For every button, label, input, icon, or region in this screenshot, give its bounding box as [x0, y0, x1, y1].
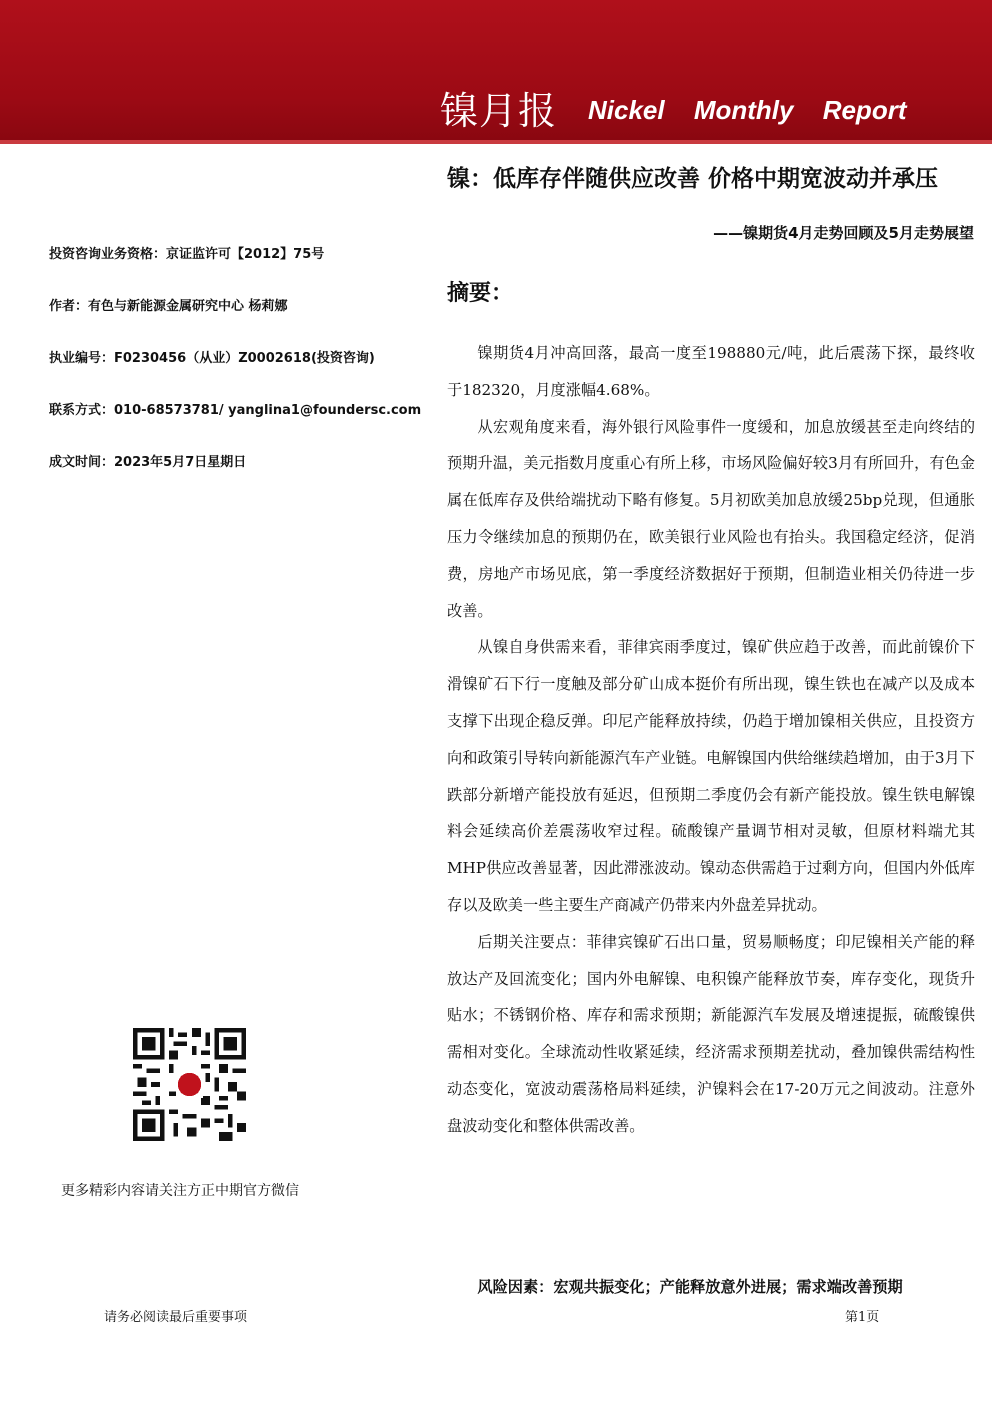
- abstract-paragraph: 后期关注要点：菲律宾镍矿石出口量，贸易顺畅度；印尼镍相关产能的释放达产及回流变化；国内外电解镍、电积镍产能释放节奏，库存变化，现货升贴水；不锈钢价格、库存和需求预期；新能源汽车发展及增速提振，硫酸镍供需相对变化。全球流动性收紧延续，经济需求预期差扰动，叠加镍供需结构性动态变化，宽波动震荡格局料延续，沪镍料会在17-20万元之间波动。注意外盘波动变化和整体供需改善。: [447, 932, 975, 1135]
- footer-notice: 请务必阅读最后重要事项: [104, 1310, 248, 1325]
- report-title-en: Nickel Monthly Report: [588, 95, 907, 125]
- abstract-paragraph: 从镍自身供需来看，菲律宾雨季度过，镍矿供应趋于改善，而此前镍价下滑镍矿石下行一度触及部分矿山成本挺价有所出现，镍生铁也在减产以及成本支撑下出现企稳反弹。印尼产能释放持续，仍趋于增加镍相关供应，且投资方向和政策引导转向新能源汽车产业链。电解镍国内供给继续趋增加，由于3月下跌部分新增产能投放有延迟，但预期二季度仍会有新产能投放。镍生铁电解镍料会延续高价差震荡收窄过程。硫酸镍产量调节相对灵敏，但原材料端尤其MHP供应改善显著，因此滞涨波动。镍动态供需趋于过剩方向，但国内外低库存以及欧美一些主要生产商减产仍带来内外盘差异扰动。: [447, 638, 975, 914]
- qr-caption: 更多精彩内容请关注方正中期官方微信: [61, 1183, 299, 1199]
- risk-factors: 风险因素：宏观共振变化；产能释放意外进展；需求端改善预期: [477, 1278, 903, 1296]
- abstract-heading: 摘要：: [447, 281, 514, 306]
- author-info-panel: [49, 242, 422, 502]
- abstract-paragraph: 从宏观角度来看，海外银行风险事件一度缓和，加息放缓甚至走向终结的预期升温，美元指数月度重心有所上移，市场风险偏好较3月有所回升，有色金属在低库存及供给端扰动下略有修复。5月初欧美加息放缓25bp兑现，但通胀压力令继续加息的预期仍在，欧美银行业风险也有抬头。我国稳定经济，促消费，房地产市场见底，第一季度经济数据好于预期，但制造业相关仍待进一步改善。: [447, 417, 975, 620]
- qr-code-icon: [133, 1028, 246, 1141]
- article-title: 镍：低库存伴随供应改善 价格中期宽波动并承压: [447, 166, 939, 192]
- header-divider: [0, 140, 992, 144]
- contact-text: 联系方式：010-68573781/ yanglina1@foundersc.com: [49, 403, 422, 418]
- report-title-cn: 镍月报: [440, 89, 558, 133]
- license-text: 执业编号：F0230456（从业）Z0002618(投资咨询): [49, 351, 375, 366]
- date-text: 成文时间：2023年5月7日星期日: [49, 455, 247, 470]
- abstract-paragraph: 镍期货4月冲高回落，最高一度至198880元/吨，此后震荡下探，最终收于182320，月度涨幅4.68%。: [447, 344, 975, 399]
- qualification-text: 投资咨询业务资格：京证监许可【2012】75号: [49, 247, 325, 262]
- abstract-body: [447, 335, 975, 1145]
- page-number: 第1页: [845, 1310, 880, 1325]
- author-text: 作者：有色与新能源金属研究中心 杨莉娜: [49, 299, 288, 314]
- article-subtitle: ——镍期货4月走势回顾及5月走势展望: [713, 224, 974, 242]
